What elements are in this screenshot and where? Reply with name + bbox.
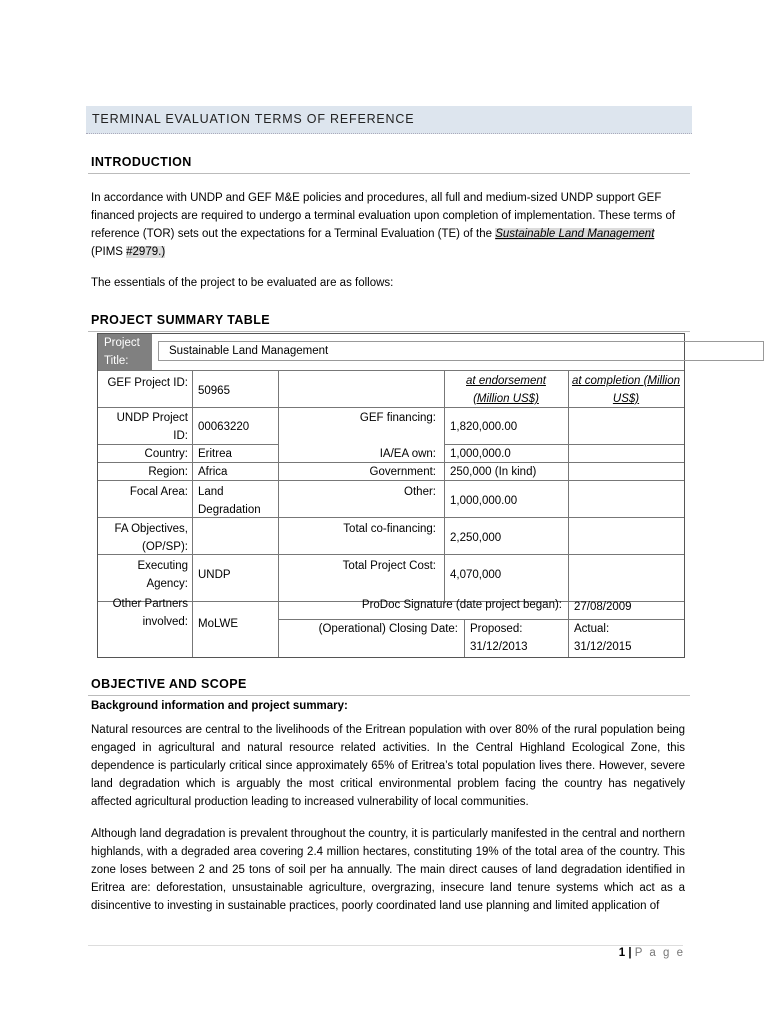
background-paragraph-1: Natural resources are central to the livelihoods of the Eritrean population with over 80% of the rural population being engaged in agricultural and natural resource related activities. In the Central Highland Ecological Zone, this dependence is particularly critical since approximately 65% of Eritrea’s total population lives there. However, severe land degradation which is arguably the most critical environmental problem facing the country has negatively affected agricultural production leading to increased vulnerability of local communities. [91, 724, 685, 808]
col-line [278, 601, 279, 657]
undp-id-label: UNDP Project ID: [116, 412, 188, 442]
region-value: Africa [198, 466, 228, 478]
summary-divider [88, 331, 690, 332]
pims-number: #2979.) [126, 246, 166, 258]
intro-paragraph [91, 189, 685, 261]
row-line [98, 370, 684, 371]
focal-area-label: Focal Area: [129, 486, 188, 498]
essentials-paragraph: The essentials of the project to be evaluated are as follows: [91, 277, 394, 289]
iaea-value: 1,000,000.0 [450, 448, 511, 460]
undp-id-value: 00063220 [198, 421, 250, 433]
country-label: Country: [144, 448, 188, 460]
gef-id-value: 50965 [198, 385, 230, 397]
total-cofinancing-value: 2,250,000 [450, 532, 502, 544]
focal-area-value: Land Degradation [198, 486, 261, 516]
region-label: Region: [148, 466, 188, 478]
col-line [568, 370, 569, 657]
page-separator: | [628, 947, 632, 959]
prodoc-signature-value: 27/08/2009 [574, 601, 632, 613]
intro-text-b: (PIMS [91, 246, 127, 258]
iaea-label: IA/EA own: [379, 448, 436, 460]
other-partners-label: Other Partners involved: [112, 598, 188, 628]
gef-id-label: GEF Project ID: [107, 377, 188, 389]
country-value: Eritrea [198, 448, 232, 460]
closing-date-label: (Operational) Closing Date: [318, 623, 458, 635]
executing-agency-label: Executing Agency: [137, 560, 188, 590]
summary-heading: PROJECT SUMMARY TABLE [91, 313, 271, 327]
total-project-cost-value: 4,070,000 [450, 569, 502, 581]
col-line [278, 370, 279, 601]
executing-agency-value: UNDP [198, 569, 231, 581]
closing-actual: Actual: 31/12/2015 [574, 623, 632, 653]
total-project-cost-label: Total Project Cost: [342, 560, 436, 572]
gef-financing-label: GEF financing: [359, 412, 436, 424]
fa-objectives-label: FA Objectives, (OP/SP): [114, 523, 188, 553]
total-cofinancing-label: Total co-financing: [343, 523, 436, 535]
page-word: P a g e [634, 947, 685, 959]
other-partners-value: MoLWE [198, 618, 239, 630]
project-summary-table [97, 333, 685, 658]
government-value: 250,000 (In kind) [450, 466, 537, 478]
objective-divider [88, 695, 690, 696]
intro-text-a: In accordance with UNDP and GEF M&E policies and procedures, all full and medium-sized UNDP support GEF financed projects are required to undergo a terminal evaluation upon completion of implementation. These terms of reference (TOR) sets out the expectations for a Terminal Evaluation (TE) of the [91, 192, 676, 240]
closing-proposed: Proposed: 31/12/2013 [470, 623, 528, 653]
page-footer [600, 947, 685, 959]
background-paragraph-2: Although land degradation is prevalent throughout the country, it is particularly manifested in the central and northern highlands, with a degraded area covering 2.4 million hectares, constituting 19% of the total area of the country. This zone loses between 2 and 25 tons of soil per ha annually. The main direct causes of land degradation identified in Eritrea are: deforestation, unsustainable agriculture, overgrazing, insecure land tenure systems which act as a disincentive to investing in sustainable practices, poorly coordinated land use planning and limited application of [91, 828, 685, 912]
project-title-field[interactable]: Sustainable Land Management [158, 341, 764, 361]
project-title-link: Sustainable Land Management [495, 228, 655, 240]
intro-heading: INTRODUCTION [91, 155, 192, 169]
government-label: Government: [369, 466, 436, 478]
at-completion-header: at completion (Million US$) [572, 375, 681, 405]
other-label: Other: [404, 486, 436, 498]
col-line [464, 619, 465, 657]
intro-divider [88, 173, 690, 174]
other-value: 1,000,000.00 [450, 495, 518, 507]
at-endorsement-header: at endorsement (Million US$) [466, 375, 546, 405]
prodoc-signature-label: ProDoc Signature (date project began): [361, 599, 562, 611]
document-title: TERMINAL EVALUATION TERMS OF REFERENCE [92, 112, 415, 126]
footer-divider [88, 945, 683, 946]
background-subheading: Background information and project summary: [91, 700, 348, 712]
project-title-label-box [98, 334, 152, 370]
col-line [192, 370, 193, 657]
page-number: 1 [618, 947, 626, 959]
project-title-label: Project Title: [104, 337, 140, 367]
gef-financing-value: 1,820,000.00 [450, 421, 518, 433]
objective-heading: OBJECTIVE AND SCOPE [91, 677, 247, 691]
col-line [444, 370, 445, 601]
row-line [98, 517, 684, 518]
